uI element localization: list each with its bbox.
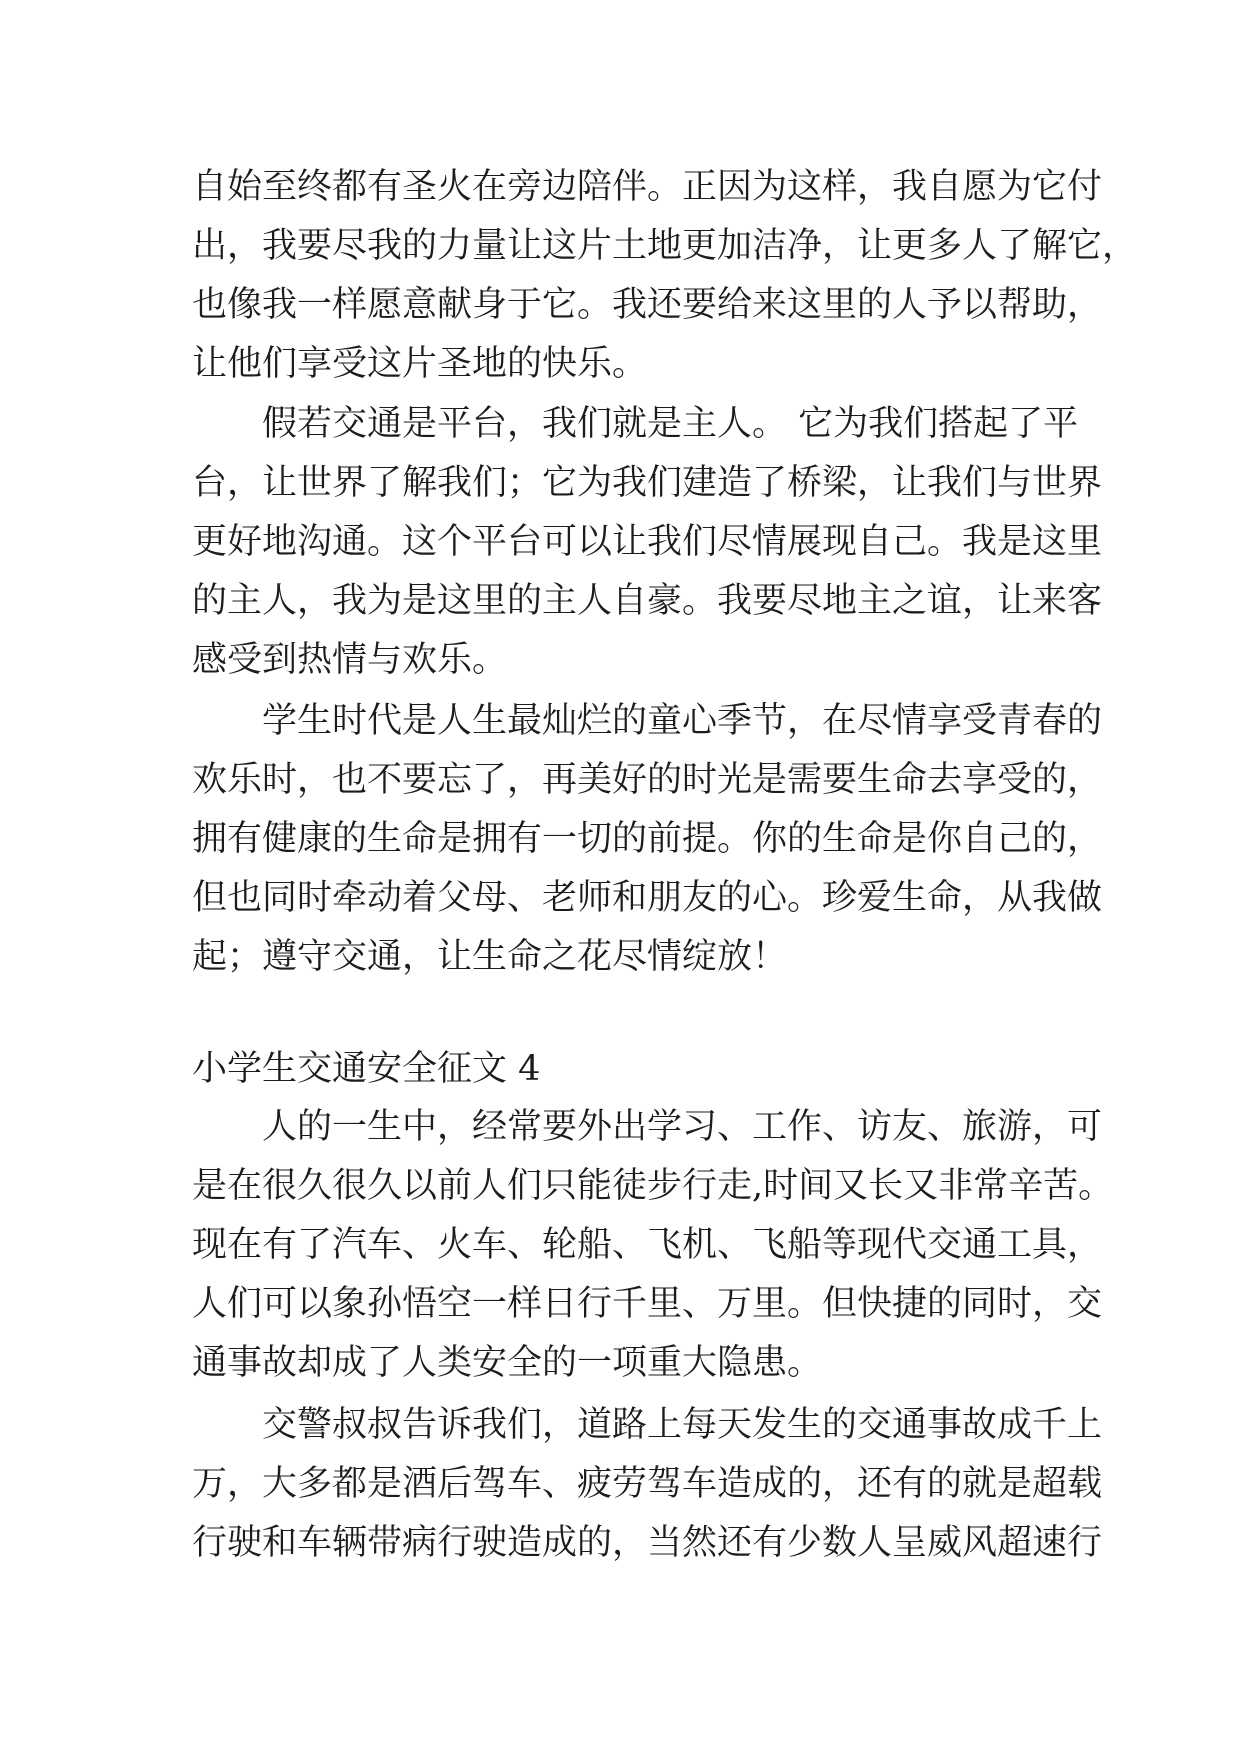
text-line: 的主人，我为是这里的主人自豪。我要尽地主之谊，让来客 [192, 581, 1103, 621]
paragraph-5 [192, 1396, 1103, 1573]
text-line: 出，我要尽我的力量让这片土地更加洁净，让更多人了解它， [192, 226, 1138, 266]
text-line: 现在有了汽车、火车、轮船、飞机、飞船等现代交通工具， [192, 1225, 1103, 1265]
text-line: 万，大多都是酒后驾车、疲劳驾车造成的，还有的就是超载 [192, 1464, 1103, 1504]
text-line: 假若交通是平台，我们就是主人。 它为我们搭起了平 [192, 404, 1079, 444]
text-line: 人的一生中，经常要外出学习、工作、访友、旅游，可 [192, 1107, 1103, 1147]
paragraph-1 [192, 158, 1138, 394]
text-line: 是在很久很久以前人们只能徒步行走,时间又长又非常辛苦。 [192, 1166, 1114, 1206]
heading-text: 小学生交通安全征文 4 [192, 1049, 541, 1089]
paragraph-2 [192, 395, 1103, 690]
text-line: 行驶和车辆带病行驶造成的，当然还有少数人呈威风超速行 [192, 1523, 1103, 1563]
text-line: 感受到热情与欢乐。 [192, 640, 508, 680]
text-line: 但也同时牵动着父母、老师和朋友的心。珍爱生命，从我做 [192, 878, 1103, 918]
section-heading [192, 1040, 1062, 1099]
text-line: 起；遵守交通，让生命之花尽情绽放！ [192, 937, 788, 977]
text-line: 交警叔叔告诉我们，道路上每天发生的交通事故成千上 [192, 1405, 1103, 1445]
text-line: 也像我一样愿意献身于它。我还要给来这里的人予以帮助， [192, 285, 1103, 325]
paragraph-4 [192, 1098, 1114, 1393]
text-line: 通事故却成了人类安全的一项重大隐患。 [192, 1343, 823, 1383]
text-line: 自始至终都有圣火在旁边陪伴。正因为这样，我自愿为它付 [192, 167, 1103, 207]
text-line: 让他们享受这片圣地的快乐。 [192, 344, 648, 384]
text-line: 拥有健康的生命是拥有一切的前提。你的生命是你自己的， [192, 819, 1103, 859]
text-line: 更好地沟通。这个平台可以让我们尽情展现自己。我是这里 [192, 522, 1103, 562]
text-line: 台，让世界了解我们；它为我们建造了桥梁，让我们与世界 [192, 463, 1103, 503]
text-line: 人们可以象孙悟空一样日行千里、万里。但快捷的同时，交 [192, 1284, 1103, 1324]
paragraph-3 [192, 692, 1103, 987]
text-line: 学生时代是人生最灿烂的童心季节，在尽情享受青春的 [192, 701, 1103, 741]
text-line: 欢乐时，也不要忘了，再美好的时光是需要生命去享受的， [192, 760, 1103, 800]
